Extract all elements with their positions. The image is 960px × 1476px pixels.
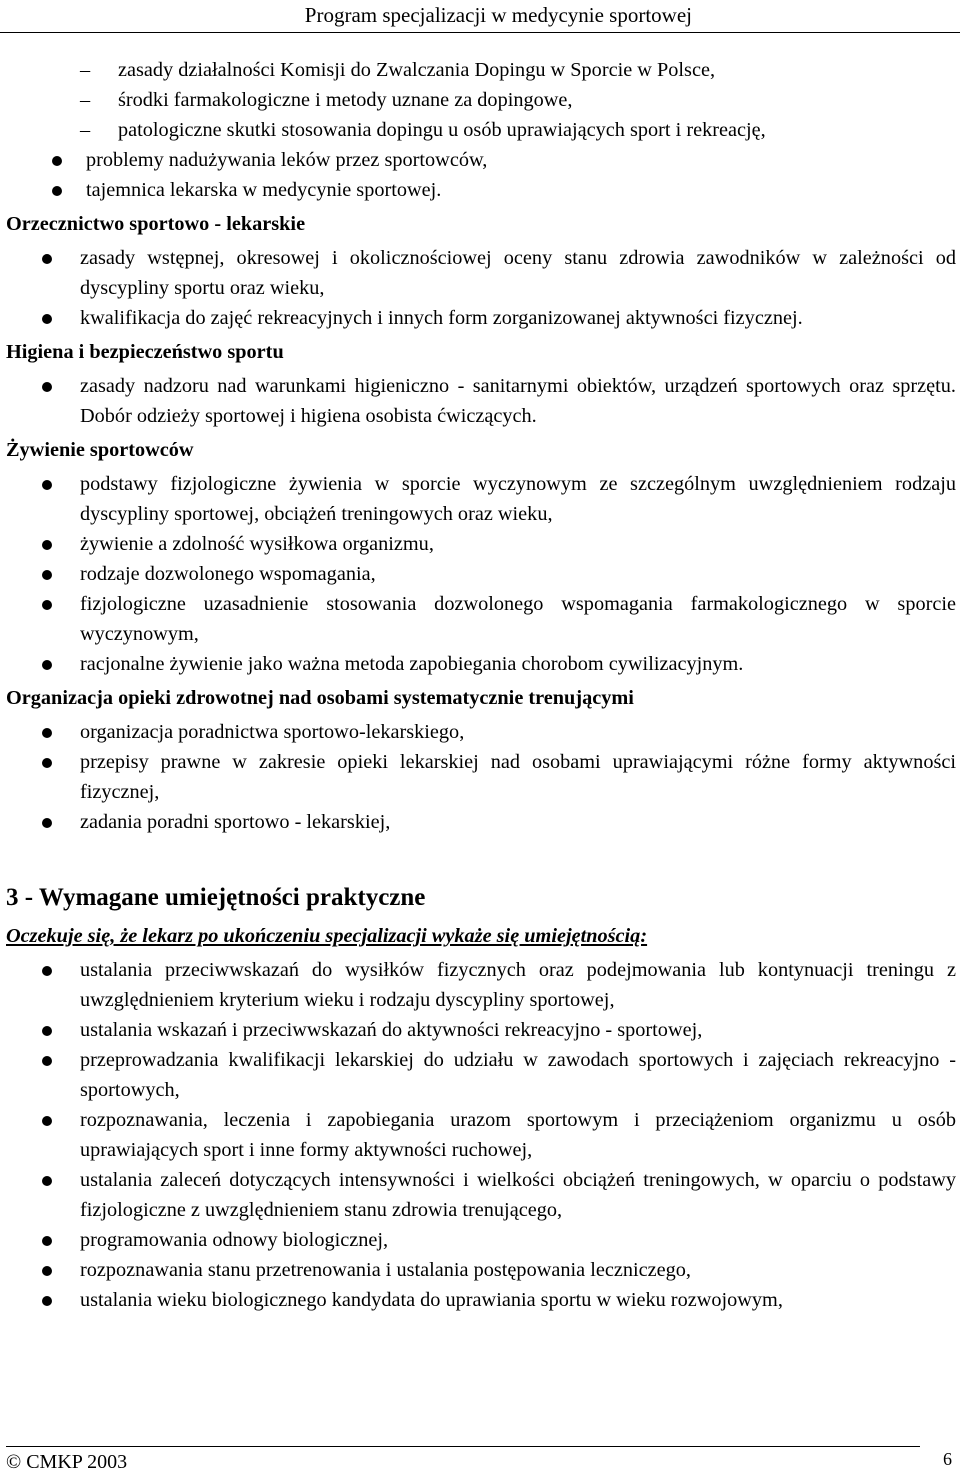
section-heading: Higiena i bezpieczeństwo sportu <box>6 341 284 363</box>
bullet-icon <box>42 728 52 738</box>
list-item <box>80 115 952 145</box>
dash-marker: – <box>80 59 91 81</box>
bullet-icon <box>42 758 52 768</box>
bullet-icon <box>42 1296 52 1306</box>
list-item <box>6 1045 956 1105</box>
list-item <box>6 717 956 747</box>
bullet-icon <box>52 156 62 166</box>
bullet-icon <box>42 818 52 828</box>
section-heading: Żywienie sportowców <box>6 439 194 461</box>
bullet-icon <box>52 186 62 196</box>
list-item <box>6 371 956 431</box>
list-item <box>6 807 956 837</box>
list-item-text: rozpoznawania, leczenia i zapobiegania urazom sportowym i przeciążeniom organizmu u osób uprawiających sport i inne formy aktywności ruchowej, <box>80 1109 956 1161</box>
list-item-text: środki farmakologiczne i metody uznane za dopingowe, <box>118 89 573 111</box>
bullet-icon <box>42 254 52 264</box>
list-item-text: organizacja poradnictwa sportowo-lekarskiego, <box>80 721 465 743</box>
list-item-text: żywienie a zdolność wysiłkowa organizmu, <box>80 533 434 555</box>
list-item <box>6 243 956 303</box>
bullet-list <box>6 371 956 431</box>
section-heading: Orzecznictwo sportowo - lekarskie <box>6 213 306 235</box>
bullet-list <box>6 469 956 679</box>
list-item-text: rodzaje dozwolonego wspomagania, <box>80 563 376 585</box>
bullet-icon <box>42 480 52 490</box>
bullet-icon <box>42 540 52 550</box>
list-item-text: racjonalne żywienie jako ważna metoda zapobiegania chorobom cywilizacyjnym. <box>80 653 744 675</box>
list-item-text: zasady nadzoru nad warunkami higieniczno - sanitarnymi obiektów, urządzeń sportowych oraz sprzętu. Dobór odzieży sportowej i higiena osobista ćwiczących. <box>80 375 956 427</box>
list-item-text: przepisy prawne w zakresie opieki lekarskiej nad osobami uprawiającymi różne formy aktywności fizycznej, <box>80 751 956 803</box>
bullet-list <box>6 717 956 837</box>
bullet-icon <box>42 966 52 976</box>
bullet-icon <box>42 1266 52 1276</box>
list-item-text: tajemnica lekarska w medycynie sportowej. <box>86 179 442 201</box>
chapter-subheading: Oczekuje się, że lekarz po ukończeniu specjalizacji wykaże się umiejętnością: <box>6 925 648 947</box>
list-item-text: kwalifikacja do zajęć rekreacyjnych i innych form zorganizowanej aktywności fizycznej. <box>80 307 803 329</box>
list-item-text: zasady działalności Komisji do Zwalczania Dopingu w Sporcie w Polsce, <box>118 59 716 81</box>
list-item-text: problemy nadużywania leków przez sportowców, <box>86 149 488 171</box>
bullet-icon <box>42 600 52 610</box>
list-item-text: ustalania wskazań i przeciwwskazań do aktywności rekreacyjno - sportowej, <box>80 1019 703 1041</box>
bullet-icon <box>42 570 52 580</box>
bullet-icon <box>42 660 52 670</box>
bullet-icon <box>42 1176 52 1186</box>
list-item <box>6 1225 956 1255</box>
list-item <box>6 589 956 649</box>
dash-list <box>80 55 952 145</box>
running-header-title: Program specjalizacji w medycynie sportowej <box>304 3 692 27</box>
header-rule <box>0 32 960 33</box>
section-heading: Organizacja opieki zdrowotnej nad osobami systematycznie trenującymi <box>6 687 634 709</box>
list-item <box>6 1285 956 1315</box>
list-item-text: ustalania wieku biologicznego kandydata do uprawiania sportu w wieku rozwojowym, <box>80 1289 783 1311</box>
bullet-list <box>44 145 956 205</box>
footer-copyright: © CMKP 2003 <box>6 1451 128 1473</box>
dash-marker: – <box>80 119 91 141</box>
list-item <box>80 85 952 115</box>
list-item-text: zasady wstępnej, okresowej i okolicznościowej oceny stanu zdrowia zawodników w zależności od dyscypliny sportu oraz wieku, <box>80 247 956 299</box>
list-item-text: patologiczne skutki stosowania dopingu u osób uprawiających sport i rekreację, <box>118 119 766 141</box>
list-item <box>6 529 956 559</box>
document-body <box>6 55 956 1315</box>
list-item <box>44 145 956 175</box>
list-item <box>6 955 956 1015</box>
list-item-text: ustalania przeciwwskazań do wysiłków fizycznych oraz podejmowania lub kontynuacji treningu z uwzględnieniem kryterium wieku i rodzaju dyscypliny sportowej, <box>80 959 956 1011</box>
footer-rule <box>6 1446 920 1447</box>
list-item-text: zadania poradni sportowo - lekarskiej, <box>80 811 391 833</box>
bullet-list <box>6 243 956 333</box>
list-item <box>6 1165 956 1225</box>
bullet-icon <box>42 382 52 392</box>
bullet-icon <box>42 1116 52 1126</box>
page-number: 6 <box>943 1449 952 1469</box>
list-item <box>6 1105 956 1165</box>
list-item-text: przeprowadzania kwalifikacji lekarskiej do udziału w zawodach sportowych i zajęciach rekreacyjno - sportowych, <box>80 1049 956 1101</box>
list-item <box>80 55 952 85</box>
list-item-text: programowania odnowy biologicznej, <box>80 1229 389 1251</box>
list-item <box>6 303 956 333</box>
list-item <box>6 1015 956 1045</box>
list-item <box>6 559 956 589</box>
dash-marker: – <box>80 89 91 111</box>
bullet-icon <box>42 1056 52 1066</box>
bullet-icon <box>42 314 52 324</box>
list-item <box>44 175 956 205</box>
list-item-text: ustalania zaleceń dotyczących intensywności i wielkości obciążeń treningowych, w oparciu o podstawy fizjologiczne z uwzględnieniem stanu zdrowia trenującego, <box>80 1169 956 1221</box>
list-item-text: rozpoznawania stanu przetrenowania i ustalania postępowania leczniczego, <box>80 1259 691 1281</box>
list-item <box>6 469 956 529</box>
bullet-list <box>6 955 956 1315</box>
list-item <box>6 747 956 807</box>
list-item-text: podstawy fizjologiczne żywienia w sporcie wyczynowym ze szczególnym uwzględnieniem rodzaju dyscypliny sportowej, obciążeń treningowych oraz wieku, <box>80 473 956 525</box>
chapter-heading: 3 - Wymagane umiejętności praktyczne <box>6 884 426 911</box>
list-item-text: fizjologiczne uzasadnienie stosowania dozwolonego wspomagania farmakologicznego w sporcie wyczynowym, <box>80 593 956 645</box>
bullet-icon <box>42 1026 52 1036</box>
list-item <box>6 649 956 679</box>
bullet-icon <box>42 1236 52 1246</box>
list-item <box>6 1255 956 1285</box>
